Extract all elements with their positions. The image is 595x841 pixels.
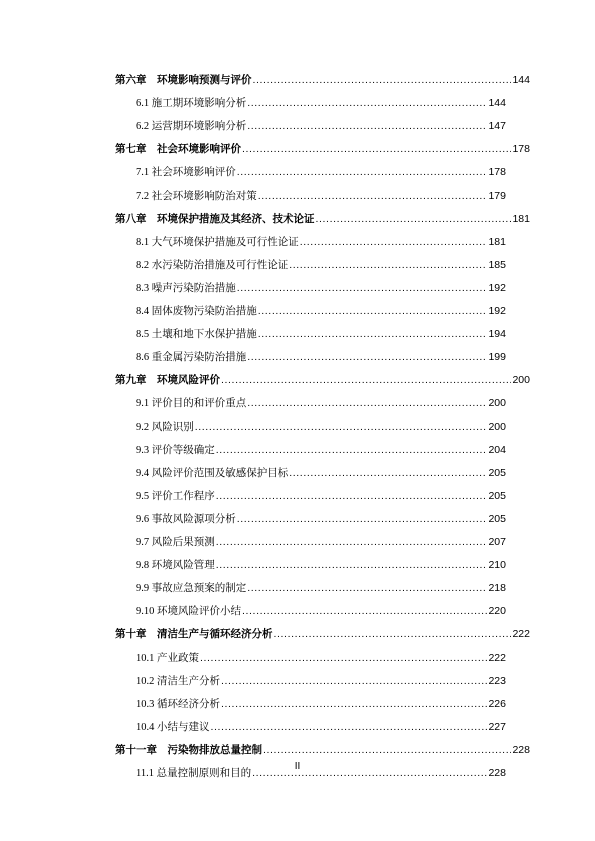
toc-entry-title: 9.6 事故风险源项分析 — [136, 513, 236, 525]
toc-section-entry[interactable] — [136, 304, 506, 319]
toc-entry-title: 8.4 固体废物污染防治措施 — [136, 306, 257, 317]
toc-entry-title: 第六章 环境影响预测与评价 — [115, 74, 252, 86]
toc-entry-title: 第十一章 污染物排放总量控制 — [115, 743, 262, 756]
toc-entry-title: 10.2 清洁生产分析 — [136, 675, 220, 687]
toc-dot-leader — [289, 466, 487, 480]
toc-section-entry[interactable] — [136, 720, 506, 735]
toc-dot-leader — [216, 443, 488, 457]
toc-dot-leader — [237, 281, 488, 295]
toc-section-entry[interactable] — [136, 119, 506, 134]
toc-entry-title: 7.2 社会环境影响防治对策 — [136, 190, 257, 202]
toc-entry-title: 11.1 总量控制原则和目的 — [136, 768, 252, 779]
toc-entry-page: 192 — [488, 281, 506, 294]
toc-entry-title: 第八章 环境保护措施及其经济、技术论证 — [115, 212, 315, 225]
toc-entry-title: 10.4 小结与建议 — [136, 721, 210, 733]
toc-chapter-entry[interactable] — [115, 743, 530, 757]
toc-entry-page: 144 — [512, 74, 530, 86]
toc-dot-leader — [216, 535, 488, 549]
toc-dot-leader — [247, 96, 487, 110]
toc-dot-leader — [221, 674, 487, 688]
toc-entry-title: 9.9 事故应急预案的制定 — [136, 583, 247, 595]
toc-entry-page: 199 — [488, 351, 506, 364]
toc-dot-leader — [237, 512, 488, 526]
toc-entry-title: 9.10 环境风险评价小结 — [136, 606, 241, 618]
toc-entry-title: 9.8 环境风险管理 — [136, 560, 215, 572]
toc-entry-page: 223 — [488, 674, 506, 687]
toc-entry-page: 192 — [488, 305, 506, 317]
toc-section-entry[interactable] — [136, 697, 506, 712]
toc-section-entry[interactable] — [136, 466, 506, 481]
toc-dot-leader — [289, 258, 487, 272]
toc-entry-page: 210 — [488, 559, 506, 572]
toc-entry-page: 181 — [488, 235, 506, 248]
toc-dot-leader — [247, 119, 487, 133]
toc-dot-leader — [258, 304, 488, 318]
toc-section-entry[interactable] — [136, 489, 506, 504]
toc-dot-leader — [221, 697, 487, 711]
toc-entry-title: 8.2 水污染防治措施及可行性论证 — [136, 259, 289, 271]
toc-section-entry[interactable] — [136, 396, 506, 411]
toc-entry-page: 181 — [512, 212, 530, 225]
toc-entry-title: 9.7 风险后果预测 — [136, 537, 215, 548]
toc-entry-title: 8.3 噪声污染防治措施 — [136, 282, 236, 294]
toc-section-entry[interactable] — [136, 535, 506, 550]
toc-section-entry[interactable] — [136, 96, 506, 111]
toc-dot-leader — [237, 165, 488, 179]
page-number: II — [294, 761, 301, 772]
toc-chapter-entry[interactable] — [115, 373, 530, 387]
toc-entry-page: 205 — [488, 466, 506, 479]
toc-section-entry[interactable] — [136, 512, 506, 527]
toc-section-entry[interactable] — [136, 674, 506, 689]
toc-entry-title: 9.3 评价等级确定 — [136, 444, 215, 456]
toc-entry-page: 205 — [488, 489, 506, 502]
toc-dot-leader — [216, 558, 488, 572]
toc-dot-leader — [195, 420, 488, 434]
toc-entry-page: 226 — [488, 697, 506, 710]
toc-entry-page: 200 — [488, 420, 506, 433]
toc-entry-page: 147 — [488, 120, 506, 133]
toc-section-entry[interactable] — [136, 443, 506, 458]
toc-entry-title: 10.1 产业政策 — [136, 652, 199, 664]
toc-entry-title: 第九章 环境风险评价 — [115, 374, 220, 387]
toc-dot-leader — [247, 350, 487, 364]
toc-section-entry[interactable] — [136, 420, 506, 435]
toc-dot-leader — [221, 373, 511, 387]
toc-chapter-entry[interactable] — [115, 142, 530, 156]
toc-dot-leader — [316, 212, 512, 226]
toc-dot-leader — [300, 235, 488, 249]
toc-entry-title: 第十章 清洁生产与循环经济分析 — [115, 628, 273, 641]
toc-chapter-entry[interactable] — [115, 627, 530, 641]
toc-section-entry[interactable] — [136, 651, 506, 666]
toc-entry-page: 227 — [488, 720, 506, 733]
toc-entry-title: 9.2 风险识别 — [136, 421, 194, 433]
toc-entry-title: 第七章 社会环境影响评价 — [115, 143, 241, 156]
toc-section-entry[interactable] — [136, 165, 506, 180]
toc-entry-title: 6.2 运营期环境影响分析 — [136, 121, 247, 133]
toc-entry-title: 8.5 土壤和地下水保护措施 — [136, 329, 257, 341]
toc-entry-page: 228 — [512, 743, 530, 756]
toc-entry-title: 10.3 循环经济分析 — [136, 698, 220, 710]
toc-entry-page: 205 — [488, 512, 506, 525]
toc-entry-title: 9.4 风险评价范围及敏感保护目标 — [136, 467, 289, 479]
toc-section-entry[interactable] — [136, 189, 506, 204]
toc-entry-page: 222 — [512, 628, 530, 641]
toc-dot-leader — [247, 396, 487, 410]
toc-dot-leader — [211, 720, 488, 734]
toc-section-entry[interactable] — [136, 581, 506, 596]
toc-dot-leader — [200, 651, 487, 665]
toc-dot-leader — [263, 743, 511, 757]
toc-dot-leader — [242, 604, 487, 618]
toc-entry-title: 9.1 评价目的和评价重点 — [136, 398, 247, 410]
toc-entry-page: 179 — [488, 189, 506, 202]
toc-dot-leader — [216, 489, 488, 503]
toc-entry-page: 218 — [488, 582, 506, 595]
toc-section-entry[interactable] — [136, 235, 506, 250]
toc-entry-title: 8.6 重金属污染防治措施 — [136, 352, 247, 364]
toc-entry-page: 200 — [488, 397, 506, 410]
toc-entry-title: 6.1 施工期环境影响分析 — [136, 98, 247, 110]
toc-entry-page: 220 — [488, 605, 506, 618]
toc-section-entry[interactable] — [136, 350, 506, 365]
toc-entry-page: 144 — [488, 97, 506, 110]
toc-entry-title: 8.1 大气环境保护措施及可行性论证 — [136, 236, 299, 248]
toc-section-entry[interactable] — [136, 281, 506, 296]
toc-dot-leader — [274, 627, 512, 641]
toc-entry-page: 178 — [488, 166, 506, 179]
toc-entry-page: 194 — [488, 328, 506, 341]
toc-section-entry[interactable] — [136, 604, 506, 619]
toc-entry-page: 207 — [488, 536, 506, 548]
toc-dot-leader — [247, 581, 487, 595]
toc-entry-page: 200 — [512, 374, 530, 387]
toc-chapter-entry[interactable] — [115, 212, 530, 226]
toc-dot-leader — [258, 327, 488, 341]
toc-entry-page: 204 — [488, 443, 506, 456]
toc-section-entry[interactable] — [136, 558, 506, 573]
toc-entry-title: 9.5 评价工作程序 — [136, 490, 215, 502]
toc-entry-page: 185 — [488, 258, 506, 271]
toc-section-entry[interactable] — [136, 327, 506, 342]
toc-chapter-entry[interactable] — [115, 73, 530, 87]
toc-entry-title: 7.1 社会环境影响评价 — [136, 167, 236, 179]
toc-dot-leader — [242, 142, 511, 156]
toc-entry-page: 228 — [488, 767, 506, 779]
toc-entry-page: 222 — [488, 651, 506, 664]
toc-section-entry[interactable] — [136, 258, 506, 273]
toc-dot-leader — [258, 189, 488, 203]
toc-dot-leader — [253, 73, 512, 87]
toc-entry-page: 178 — [512, 143, 530, 156]
